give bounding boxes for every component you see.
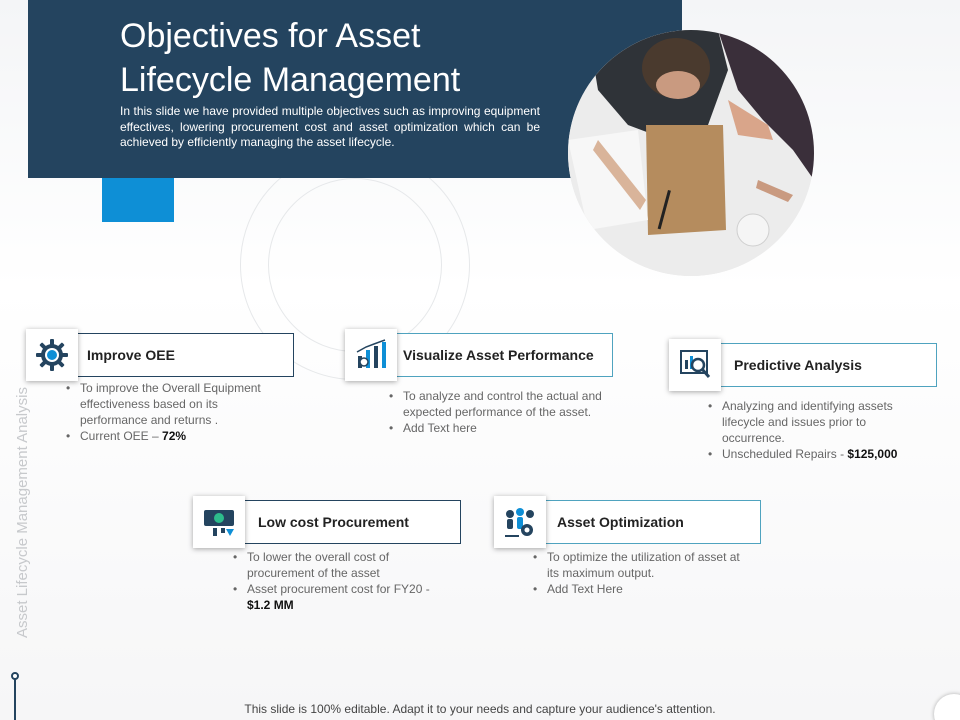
objective-card-improve-oee — [74, 333, 294, 377]
bullet-item: • To lower the overall cost of procurement of the asset — [233, 549, 448, 581]
objective-title: Improve OEE — [87, 347, 175, 363]
bullet-item: • Analyzing and identifying assets lifecycle and issues prior to occurrence. — [708, 398, 923, 446]
footer-note: This slide is 100% editable. Adapt it to your needs and capture your audience's attention. — [244, 702, 716, 716]
objective-bullets — [66, 380, 276, 444]
objective-card-asset-optimization — [543, 500, 761, 544]
objective-bullets — [708, 398, 923, 462]
objective-title: Asset Optimization — [557, 514, 684, 530]
bullet-item: • To optimize the utilization of asset at its maximum output. — [533, 549, 748, 581]
corner-decoration — [934, 694, 960, 720]
people-gear-icon — [494, 496, 546, 548]
bullet-item: • Current OEE – 72% — [66, 428, 276, 444]
side-dot — [11, 672, 19, 680]
objective-title: Predictive Analysis — [734, 357, 862, 373]
bullet-item: • Asset procurement cost for FY20 - $1.2 MM — [233, 581, 448, 613]
bullet-item: • Add Text Here — [533, 581, 748, 597]
accent-square — [102, 178, 174, 222]
side-label: Asset Lifecycle Management Analysis — [14, 387, 31, 638]
title-line-1: Objectives for Asset — [120, 17, 421, 55]
meeting-photo — [568, 30, 814, 276]
objective-card-low-cost-procurement — [242, 500, 461, 544]
bar-chart-person-icon — [345, 329, 397, 381]
gear-dollar-icon — [26, 329, 78, 381]
objective-bullets — [533, 549, 748, 597]
objective-bullets — [389, 388, 604, 436]
decorative-ring — [268, 178, 442, 352]
bullet-item: • Unscheduled Repairs - $125,000 — [708, 446, 923, 462]
bullet-item: • To improve the Overall Equipment effectiveness based on its performance and returns . — [66, 380, 276, 428]
bullet-item: • Add Text here — [389, 420, 604, 436]
page-title — [120, 14, 560, 102]
objective-title: Visualize Asset Performance — [403, 347, 594, 363]
objective-title: Low cost Procurement — [258, 514, 409, 530]
objective-bullets — [233, 549, 448, 613]
title-line-2: Lifecycle Management — [120, 61, 461, 99]
page-subtitle: In this slide we have provided multiple objectives such as improving equipment effectives, lowering procurement cost and asset optimization which can be achieved by efficiently managing the asset lifecycle. — [120, 104, 540, 149]
objective-card-predictive-analysis — [718, 343, 937, 387]
magnifier-chart-icon — [669, 339, 721, 391]
money-down-icon — [193, 496, 245, 548]
bullet-item: • To analyze and control the actual and expected performance of the asset. — [389, 388, 604, 420]
objective-card-visualize-performance — [390, 333, 613, 377]
